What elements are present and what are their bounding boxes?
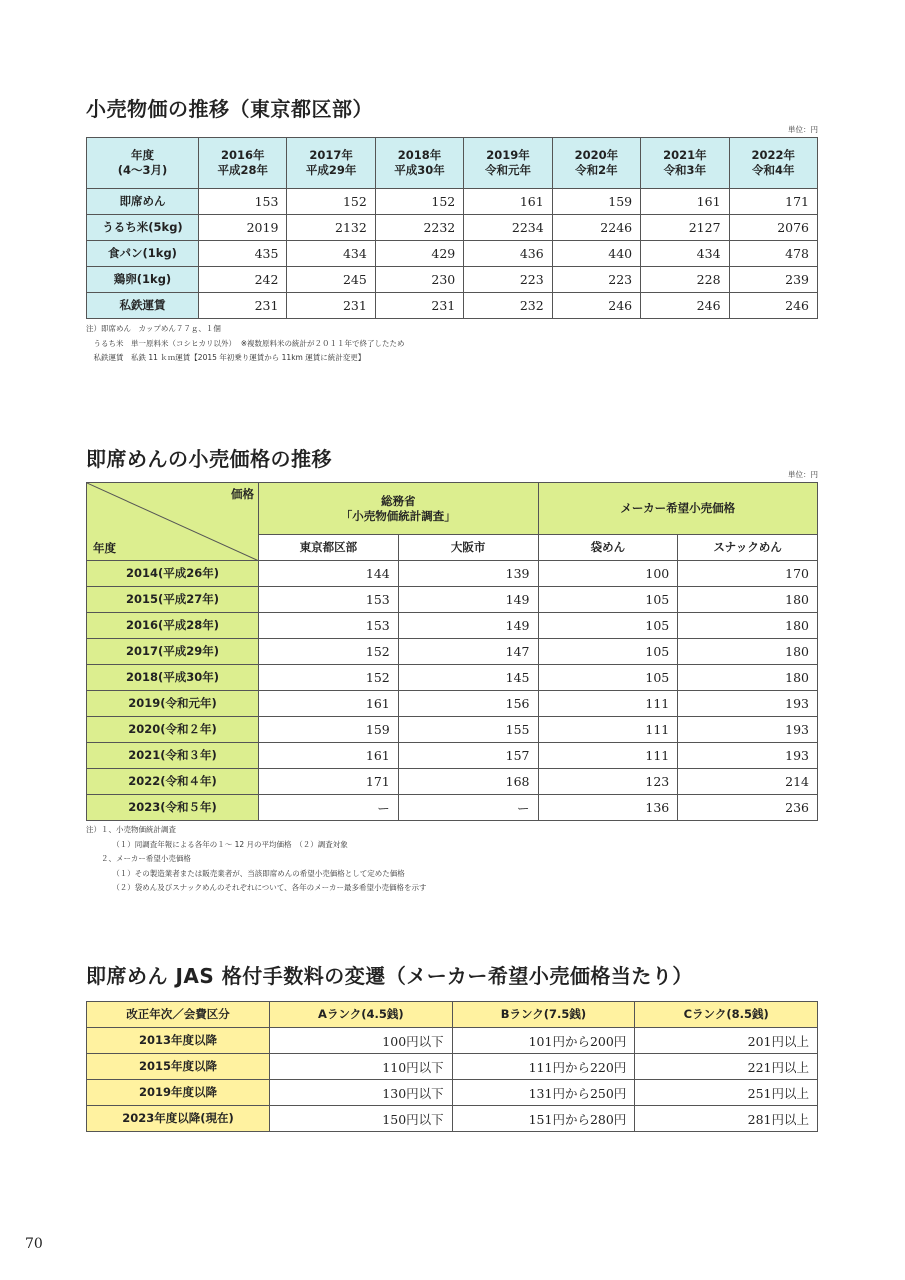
sub-header: 東京都区部 — [259, 535, 399, 561]
note-line: （１）同調査年報による各年の１～ 12 月の平均価格 （２）調査対象 — [86, 839, 348, 849]
year-label: 2019(令和元年) — [87, 691, 259, 717]
price-cell: 245 — [287, 267, 375, 293]
price-cell: 145 — [398, 665, 538, 691]
group-header-survey: 総務省 「小売物価統計調査」 — [259, 483, 539, 535]
price-cell: 193 — [678, 691, 818, 717]
price-cell: 434 — [641, 241, 729, 267]
price-cell: 434 — [287, 241, 375, 267]
price-cell: 161 — [641, 189, 729, 215]
price-cell: 180 — [678, 639, 818, 665]
group-header-maker: メーカー希望小売価格 — [538, 483, 818, 535]
fee-range-cell: 110円以下 — [270, 1054, 453, 1080]
corner-header — [87, 483, 259, 561]
fee-range-cell: 100円以下 — [270, 1028, 453, 1054]
price-cell: ー — [259, 795, 399, 821]
price-cell: 231 — [375, 293, 463, 319]
table-row — [87, 293, 818, 319]
price-cell: 246 — [641, 293, 729, 319]
price-cell: 105 — [538, 639, 678, 665]
year-label: 2014(平成26年) — [87, 561, 259, 587]
price-cell: 100 — [538, 561, 678, 587]
note-line: （１）その製造業者または販売業者が、当該即席めんの希望小売価格として定めた価格 — [86, 868, 405, 878]
price-cell: 111 — [538, 717, 678, 743]
price-cell: 139 — [398, 561, 538, 587]
fee-range-cell: 281円以上 — [635, 1106, 818, 1132]
sub-header: 袋めん — [538, 535, 678, 561]
section1-unit: 単位：円 — [788, 125, 818, 134]
table-row — [87, 189, 818, 215]
year-column-header: 2018年 平成30年 — [375, 138, 463, 189]
price-cell: 152 — [259, 639, 399, 665]
page-number: 70 — [25, 1236, 43, 1252]
year-label: 2020(令和２年) — [87, 717, 259, 743]
note-line: うるち米 単一原料米（コシヒカリ以外） ※複数原料米の統計が２０１１年で終了したため — [86, 338, 405, 348]
price-cell: 214 — [678, 769, 818, 795]
price-cell: 171 — [729, 189, 817, 215]
price-cell: 156 — [398, 691, 538, 717]
table-row — [87, 795, 818, 821]
fee-range-cell: 130円以下 — [270, 1080, 453, 1106]
price-cell: 180 — [678, 613, 818, 639]
section2-notes — [86, 823, 427, 896]
table-row — [87, 1054, 818, 1080]
year-label: 2016(平成28年) — [87, 613, 259, 639]
price-cell: 136 — [538, 795, 678, 821]
price-cell: 436 — [464, 241, 552, 267]
year-column-header: 2022年 令和4年 — [729, 138, 817, 189]
price-cell: 440 — [552, 241, 640, 267]
price-cell: 152 — [259, 665, 399, 691]
fee-column-header: Cランク(8.5銭) — [635, 1002, 818, 1028]
price-cell: 105 — [538, 665, 678, 691]
fee-range-cell: 221円以上 — [635, 1054, 818, 1080]
table-row — [87, 665, 818, 691]
table-row — [87, 743, 818, 769]
price-cell: 2232 — [375, 215, 463, 241]
price-cell: 153 — [259, 613, 399, 639]
price-cell: 123 — [538, 769, 678, 795]
table-row — [87, 691, 818, 717]
sub-header: スナックめん — [678, 535, 818, 561]
year-label: 2023(令和５年) — [87, 795, 259, 821]
price-cell: 2127 — [641, 215, 729, 241]
fee-range-cell: 150円以下 — [270, 1106, 453, 1132]
year-header: 年度 (4〜3月) — [87, 138, 199, 189]
fee-column-header: Bランク(7.5銭) — [452, 1002, 635, 1028]
noodle-price-table — [86, 482, 818, 821]
price-cell: 153 — [199, 189, 287, 215]
table-row — [87, 587, 818, 613]
price-cell: 153 — [259, 587, 399, 613]
price-cell: 2019 — [199, 215, 287, 241]
price-cell: 180 — [678, 665, 818, 691]
note-line: 注）即席めん カップめん７７ｇ、１個 — [86, 324, 221, 333]
price-cell: 193 — [678, 743, 818, 769]
section2-title: 即席めんの小売価格の推移 — [86, 447, 332, 471]
year-column-header: 2021年 令和3年 — [641, 138, 729, 189]
price-cell: 478 — [729, 241, 817, 267]
year-label: 2021(令和３年) — [87, 743, 259, 769]
fee-range-cell: 251円以上 — [635, 1080, 818, 1106]
price-cell: ー — [398, 795, 538, 821]
table-row — [87, 613, 818, 639]
price-cell: 230 — [375, 267, 463, 293]
fee-range-cell: 111円から220円 — [452, 1054, 635, 1080]
price-cell: 161 — [464, 189, 552, 215]
table-row — [87, 639, 818, 665]
price-cell: 159 — [552, 189, 640, 215]
year-label: 2015(平成27年) — [87, 587, 259, 613]
table-row — [87, 1028, 818, 1054]
row-label: うるち米(5kg) — [87, 215, 199, 241]
price-cell: 159 — [259, 717, 399, 743]
table-row — [87, 215, 818, 241]
table-row — [87, 1080, 818, 1106]
price-cell: 168 — [398, 769, 538, 795]
price-cell: 161 — [259, 691, 399, 717]
year-column-header: 2020年 令和2年 — [552, 138, 640, 189]
section1-notes — [86, 322, 405, 366]
revision-label: 2013年度以降 — [87, 1028, 270, 1054]
price-cell: 170 — [678, 561, 818, 587]
year-label: 2022(令和４年) — [87, 769, 259, 795]
price-cell: 223 — [552, 267, 640, 293]
row-label: 食パン(1kg) — [87, 241, 199, 267]
price-cell: 2234 — [464, 215, 552, 241]
price-cell: 149 — [398, 587, 538, 613]
revision-label: 2015年度以降 — [87, 1054, 270, 1080]
price-cell: 147 — [398, 639, 538, 665]
row-label: 鶏卵(1kg) — [87, 267, 199, 293]
price-cell: 111 — [538, 743, 678, 769]
price-cell: 2132 — [287, 215, 375, 241]
price-cell: 246 — [552, 293, 640, 319]
price-cell: 152 — [375, 189, 463, 215]
price-cell: 161 — [259, 743, 399, 769]
price-cell: 223 — [464, 267, 552, 293]
price-cell: 149 — [398, 613, 538, 639]
year-column-header: 2019年 令和元年 — [464, 138, 552, 189]
corner-year-label: 年度 — [93, 541, 116, 555]
corner-price-label: 価格 — [231, 487, 254, 501]
table-row — [87, 1106, 818, 1132]
price-cell: 105 — [538, 613, 678, 639]
price-cell: 228 — [641, 267, 729, 293]
fee-column-header: Aランク(4.5銭) — [270, 1002, 453, 1028]
price-cell: 171 — [259, 769, 399, 795]
note-line: 私鉄運賃 私鉄 11 ｋｍ運賃【2015 年初乗り運賃から 11km 運賃に統計変更】 — [86, 353, 366, 362]
price-cell: 193 — [678, 717, 818, 743]
table-row — [87, 267, 818, 293]
price-cell: 242 — [199, 267, 287, 293]
section1-title: 小売物価の推移（東京都区部） — [86, 97, 373, 121]
year-column-header: 2016年 平成28年 — [199, 138, 287, 189]
sub-header: 大阪市 — [398, 535, 538, 561]
price-cell: 157 — [398, 743, 538, 769]
price-cell: 435 — [199, 241, 287, 267]
price-cell: 2076 — [729, 215, 817, 241]
price-cell: 239 — [729, 267, 817, 293]
price-cell: 231 — [287, 293, 375, 319]
price-cell: 246 — [729, 293, 817, 319]
price-cell: 231 — [199, 293, 287, 319]
table-row — [87, 717, 818, 743]
price-cell: 144 — [259, 561, 399, 587]
fee-range-cell: 101円から200円 — [452, 1028, 635, 1054]
price-cell: 429 — [375, 241, 463, 267]
fee-column-header: 改正年次／会費区分 — [87, 1002, 270, 1028]
fee-range-cell: 151円から280円 — [452, 1106, 635, 1132]
table-row — [87, 241, 818, 267]
price-cell: 105 — [538, 587, 678, 613]
price-cell: 155 — [398, 717, 538, 743]
section2-unit: 単位：円 — [788, 470, 818, 479]
section3-title: 即席めん JAS 格付手数料の変遷（メーカー希望小売価格当たり） — [86, 964, 693, 988]
year-label: 2018(平成30年) — [87, 665, 259, 691]
table-row — [87, 769, 818, 795]
price-cell: 180 — [678, 587, 818, 613]
year-label: 2017(平成29年) — [87, 639, 259, 665]
revision-label: 2023年度以降(現在) — [87, 1106, 270, 1132]
price-cell: 111 — [538, 691, 678, 717]
note-line: 注）１、小売物価統計調査 — [86, 825, 176, 834]
revision-label: 2019年度以降 — [87, 1080, 270, 1106]
table-row — [87, 561, 818, 587]
fee-range-cell: 131円から250円 — [452, 1080, 635, 1106]
note-line: ２、メーカー希望小売価格 — [86, 854, 191, 863]
fee-range-cell: 201円以上 — [635, 1028, 818, 1054]
row-label: 即席めん — [87, 189, 199, 215]
row-label: 私鉄運賃 — [87, 293, 199, 319]
year-column-header: 2017年 平成29年 — [287, 138, 375, 189]
price-cell: 152 — [287, 189, 375, 215]
note-line: （２）袋めん及びスナックめんのそれぞれについて、各年のメーカー最多希望小売価格を示す — [86, 883, 427, 892]
jas-fee-table — [86, 1001, 818, 1132]
price-cell: 236 — [678, 795, 818, 821]
price-cell: 2246 — [552, 215, 640, 241]
price-cell: 232 — [464, 293, 552, 319]
retail-price-table — [86, 137, 818, 319]
